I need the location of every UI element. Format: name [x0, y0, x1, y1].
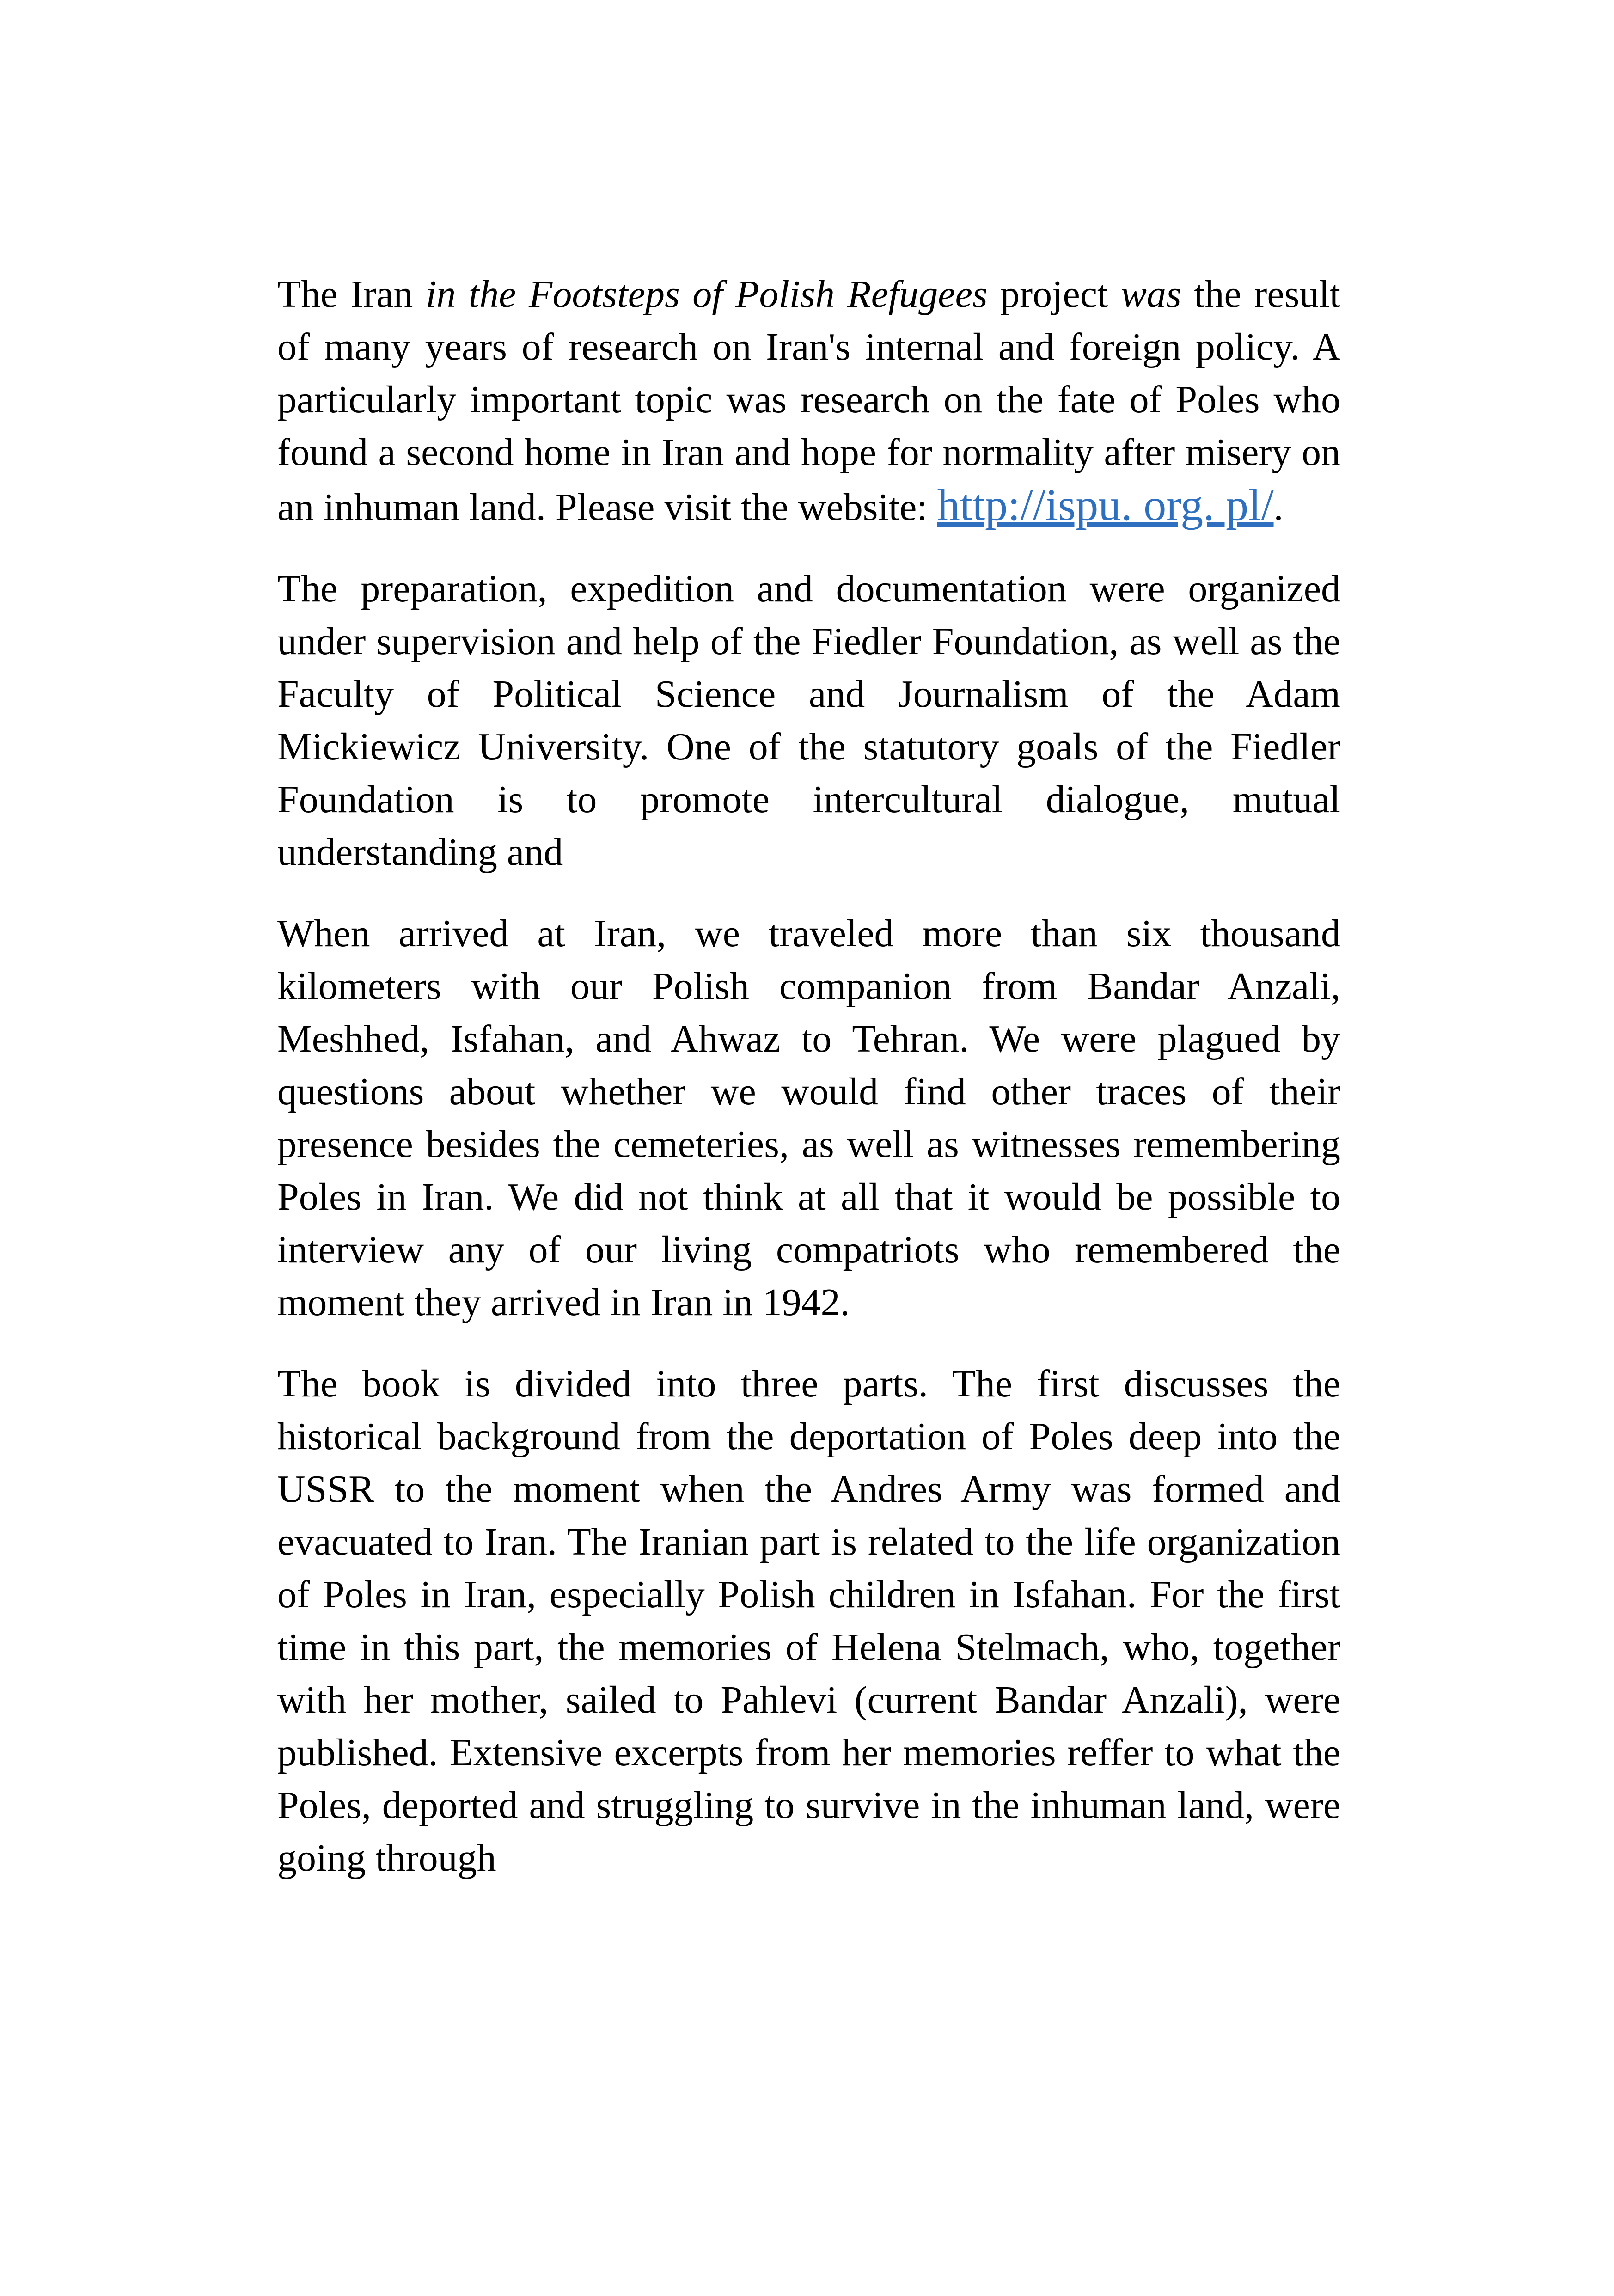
project-title-italic: in the Footsteps of Polish Refugees — [425, 273, 988, 316]
was-italic: was — [1120, 273, 1181, 316]
intro-text-end: . — [1273, 486, 1284, 529]
website-link[interactable]: http://ispu. org. pl/ — [937, 480, 1274, 530]
intro-text-1: The Iran — [277, 273, 426, 316]
paragraph-journey: When arrived at Iran, we traveled more than six thousand kilometers with our Polish companion from Bandar Anzali, Meshhed, Isfahan, and Ahwaz to Tehran. We were plagued by questions about whether we would find other traces of their presence besides the cemeteries, as well as witnesses remembering Poles in Iran. We did not think at all that it would be possible to interview any of our living compatriots who remembered the moment they arrived in Iran in 1942. — [277, 912, 1340, 1324]
paragraph-organization: The preparation, expedition and documentation were organized under supervision and help of the Fiedler Foundation, as well as the Faculty of Political Science and Journalism of the Adam Mickiewicz University. One of the statutory goals of the Fiedler Foundation is to promote intercultural dialogue, mutual understanding and — [277, 567, 1340, 874]
intro-text-3: the result of many years of research on Iran's internal and foreign policy. A particularly important topic was research on the fate of Poles who found a second home in Iran and hope for normality after misery on an inhuman land. Please visit the website: — [277, 273, 1341, 529]
paragraph-project-intro — [277, 268, 1340, 534]
intro-text-2: project — [987, 273, 1121, 316]
paragraph-book-structure: The book is divided into three parts. The first discusses the historical background from the deportation of Poles deep into the USSR to the moment when the Andres Army was formed and evacuated to Iran. The Iranian part is related to the life organization of Poles in Iran, especially Polish children in Isfahan. For the first time in this part, the memories of Helena Stelmach, who, together with her mother, sailed to Pahlevi (current Bandar Anzali), were published. Extensive excerpts from her memories reffer to what the Poles, deported and struggling to survive in the inhuman land, were going through — [277, 1362, 1340, 1880]
body-text — [277, 268, 1340, 1913]
